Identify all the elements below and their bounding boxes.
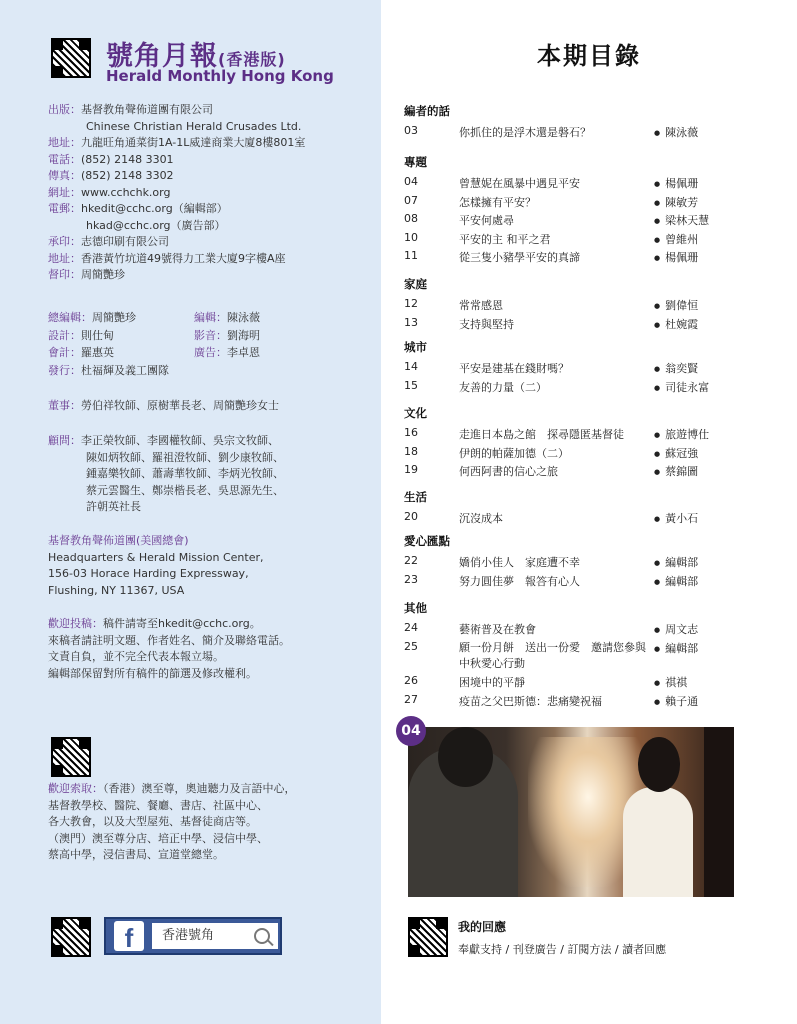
info-value: 志德印刷有限公司 <box>81 235 169 248</box>
toc-entry-title: 願一份月餅 送出一份愛 邀請您參與中秋愛心行動 <box>459 640 646 670</box>
toc-section-heading: 愛心匯點 <box>404 534 450 548</box>
info-row <box>48 218 305 235</box>
toc-entry[interactable] <box>404 316 784 332</box>
toc-page-number: 12 <box>404 297 418 310</box>
toc-entry-title: 伊朗的帕薩加德（二） <box>459 446 569 460</box>
hq-address <box>48 533 264 599</box>
toc-entry-title: 從三隻小豬學平安的真諦 <box>459 251 580 264</box>
submission-line: 文責自負，並不完全代表本報立場。 <box>48 650 224 663</box>
toc-entry[interactable] <box>404 379 784 395</box>
toc-page-number: 25 <box>404 639 418 653</box>
info-key: 督印： <box>48 268 81 281</box>
toc-entry-title: 嬌俏小佳人 家庭遭不幸 <box>459 556 580 569</box>
masthead-panel <box>0 0 381 1024</box>
staff-name: 杜福輝及義工團隊 <box>81 363 169 377</box>
toc-entry[interactable] <box>404 554 784 570</box>
info-row <box>48 234 305 251</box>
staff-name: 李卓恩 <box>227 346 260 359</box>
toc-entry-title: 平安的主 和平之君 <box>459 232 551 246</box>
facebook-icon: f <box>114 921 144 951</box>
info-row <box>48 135 305 152</box>
toc-page-number: 16 <box>404 426 418 439</box>
pickup-text: （香港）澳至尊，奧迪聽力及言語中心， <box>103 782 296 795</box>
toc-section-heading: 其他 <box>404 601 427 615</box>
toc-entry-author: ● 翁奕賢 <box>654 360 698 376</box>
pickup-key: 歡迎索取： <box>48 782 103 795</box>
info-value: 九龍旺角通菜街1A-1L威達商業大廈8樓801室 <box>81 136 306 149</box>
staff-row <box>48 327 260 345</box>
staff-row <box>48 344 260 362</box>
response-links <box>458 941 666 957</box>
staff-role: 設計： <box>48 328 81 342</box>
toc-entry-title: 友善的力量（二） <box>459 380 547 394</box>
toc-section-heading: 家庭 <box>404 277 427 291</box>
info-value: 基督教角聲佈道團有限公司 <box>81 103 213 116</box>
toc-entry-title: 藝術普及在教會 <box>459 623 536 636</box>
toc-page-number: 19 <box>404 463 418 476</box>
staff-row <box>48 309 260 327</box>
staff-cell <box>194 309 260 327</box>
info-row <box>48 267 305 284</box>
toc-entry[interactable] <box>404 445 784 461</box>
hq-title: 基督教角聲佈道團(美國總會) <box>48 534 189 547</box>
staff-name: 則仕甸 <box>81 328 114 342</box>
info-value: (852) 2148 3301 <box>81 152 174 166</box>
pickup-line <box>48 781 296 798</box>
staff-cell <box>48 362 194 380</box>
toc-entry[interactable] <box>404 463 784 479</box>
link-separator: / <box>611 943 623 956</box>
table-of-contents <box>381 0 797 1024</box>
board-line: 董事：勞伯祥牧師、原樹華長老、周簡艷珍女士 <box>48 399 279 412</box>
toc-entry-author: ● 祺祺 <box>654 674 687 690</box>
info-value: www.cchchk.org <box>81 185 171 199</box>
hq-line: 156-03 Horace Harding Expressway, <box>48 567 249 580</box>
advisor-line <box>48 483 284 500</box>
info-key: 地址： <box>48 136 81 149</box>
toc-entry[interactable] <box>404 175 784 191</box>
toc-page-number: 07 <box>404 193 418 207</box>
advisor-key: 顧問： <box>48 434 81 447</box>
toc-section-heading: 生活 <box>404 490 427 504</box>
info-key: 傳真： <box>48 169 81 182</box>
toc-entry-author: ● 梁林天慧 <box>654 212 709 228</box>
pickup-notice <box>48 781 296 864</box>
toc-section-heading: 專題 <box>404 155 427 169</box>
submission-line: 來稿者請註明文題、作者姓名、簡介及聯絡電話。 <box>48 633 290 647</box>
toc-entry-author: ● 周文志 <box>654 621 698 637</box>
toc-page-number: 13 <box>404 315 418 329</box>
info-value: hkad@cchc.org（廣告部） <box>86 218 226 232</box>
advisor-names: 李正榮牧師、李國權牧師、吳宗文牧師、 <box>81 434 279 447</box>
advisor-names: 陳如炳牧師、羅祖澄牧師、劉少康牧師、 <box>86 450 284 464</box>
link-separator: / <box>556 943 568 956</box>
publisher-info <box>48 102 305 284</box>
pickup-line: 蔡高中學，浸信書局、宣道堂總堂。 <box>48 848 224 861</box>
toc-entry[interactable] <box>404 510 784 526</box>
toc-title: 本期目錄 <box>537 41 641 70</box>
staff-row <box>48 362 260 380</box>
toc-entry-title: 平安是建基在錢財嗎？ <box>459 362 569 375</box>
staff-role: 影音： <box>194 328 227 342</box>
info-row <box>48 201 305 218</box>
submission-line <box>48 616 290 633</box>
toc-page-number: 15 <box>404 378 418 392</box>
toc-entry[interactable] <box>404 639 784 670</box>
toc-section-heading: 文化 <box>404 406 427 420</box>
response-link[interactable]: 刊登廣告 <box>512 943 557 956</box>
toc-section-heading: 城市 <box>404 340 427 354</box>
toc-page-number: 14 <box>404 360 418 373</box>
info-value: Chinese Christian Herald Crusades Ltd. <box>86 119 302 133</box>
toc-page-number: 20 <box>404 510 418 523</box>
info-row <box>48 168 305 185</box>
info-key: 地址： <box>48 251 81 265</box>
toc-entry-author: ● 黃小石 <box>654 510 698 526</box>
cover-photo <box>408 727 734 897</box>
pickup-line: 各大教會，以及大型屋苑、基督徒商店等。 <box>48 815 257 828</box>
toc-section-heading: 編者的話 <box>404 104 450 118</box>
toc-page-number: 26 <box>404 674 418 687</box>
toc-entry-author: ● 編輯部 <box>654 554 698 570</box>
info-key: 網址： <box>48 185 81 199</box>
staff-role: 總編輯： <box>48 311 92 324</box>
toc-entry[interactable] <box>404 231 784 247</box>
response-link[interactable]: 奉獻支持 <box>458 943 502 956</box>
toc-entry[interactable] <box>404 297 784 313</box>
toc-entry-title: 走進日本島之館 探尋隱匿基督徒 <box>459 428 624 441</box>
brand-title-en: Herald Monthly Hong Kong <box>106 67 334 85</box>
hq-line: Headquarters & Herald Mission Center, <box>48 550 264 564</box>
info-row <box>48 102 305 119</box>
advisor-line <box>48 499 284 516</box>
toc-page-number: 27 <box>404 692 418 706</box>
toc-entry-author: ● 編輯部 <box>654 640 698 656</box>
toc-entry[interactable] <box>404 693 784 709</box>
toc-entry[interactable] <box>404 426 784 442</box>
toc-entry[interactable] <box>404 194 784 210</box>
advisor-line <box>48 433 284 450</box>
submission-notice <box>48 616 290 682</box>
info-value: (852) 2148 3302 <box>81 169 174 182</box>
toc-entry-title: 支持與堅持 <box>459 317 514 331</box>
staff-name: 劉海明 <box>227 328 260 342</box>
submission-key: 歡迎投稿： <box>48 617 103 630</box>
toc-page-number: 03 <box>404 124 418 137</box>
response-title: 我的回應 <box>458 920 507 934</box>
staff-cell <box>48 309 194 327</box>
toc-entry[interactable] <box>404 674 784 690</box>
toc-entry[interactable] <box>404 212 784 228</box>
advisor-line <box>48 466 284 483</box>
toc-entry-author: ● 曾維州 <box>654 231 698 247</box>
search-icon <box>254 928 270 944</box>
qr-code-icon[interactable] <box>51 38 91 78</box>
toc-entry-title: 困境中的平靜 <box>459 676 525 689</box>
toc-entry-author: ● 楊佩珊 <box>654 175 698 191</box>
toc-entry-author: ● 劉偉恒 <box>654 297 698 313</box>
pickup-line: 基督教學校、醫院、餐廳、書店、社區中心、 <box>48 798 268 812</box>
brand-title: 號角月報(香港版) <box>106 41 286 72</box>
link-separator: / <box>502 943 513 956</box>
toc-page-number: 04 <box>404 175 418 188</box>
toc-entry-title: 怎樣擁有平安？ <box>459 195 536 209</box>
response-link[interactable]: 讀者回應 <box>622 943 667 956</box>
toc-page-number: 10 <box>404 230 418 244</box>
info-key: 電話： <box>48 152 81 166</box>
hq-line: Flushing, NY 11367, USA <box>48 583 185 597</box>
toc-entry-author: ● 賴子通 <box>654 693 698 709</box>
qr-code-icon[interactable] <box>51 917 91 957</box>
submission-line: 編輯部保留對所有稿件的篩選及修改權利。 <box>48 666 257 680</box>
advisor-names: 蔡元雲醫生、鄭崇楷長老、吳思源先生、 <box>86 483 284 497</box>
info-row <box>48 152 305 169</box>
qr-code-icon[interactable] <box>408 917 448 957</box>
toc-entry[interactable] <box>404 573 784 589</box>
staff-list <box>48 309 260 379</box>
qr-code-icon[interactable] <box>51 737 91 777</box>
toc-entry-author: ● 陳敏芳 <box>654 194 698 210</box>
toc-entry[interactable] <box>404 360 784 376</box>
info-key: 出版： <box>48 103 81 116</box>
response-link[interactable]: 訂閱方法 <box>567 943 612 956</box>
toc-entry-author: ● 司徒永富 <box>654 379 709 395</box>
staff-name: 羅惠英 <box>81 346 114 359</box>
staff-name: 周簡艷珍 <box>92 311 136 324</box>
staff-role: 廣告： <box>194 346 227 359</box>
advisor-line <box>48 450 284 467</box>
toc-entry[interactable] <box>404 621 784 637</box>
toc-entry-title: 平安何處尋 <box>459 214 514 227</box>
toc-entry-author: ● 旅遊博仕 <box>654 426 709 442</box>
info-row <box>48 119 305 136</box>
toc-page-number: 23 <box>404 572 418 586</box>
facebook-search-banner[interactable] <box>104 917 282 955</box>
toc-entry-author: ● 楊佩珊 <box>654 249 698 265</box>
toc-entry-title: 常常感恩 <box>459 299 503 312</box>
advisor-names: 鍾嘉樂牧師、蕭壽華牧師、李炳光牧師、 <box>86 467 284 480</box>
staff-cell <box>194 327 260 345</box>
pickup-line: （澳門）澳至尊分店、培正中學、浸信中學、 <box>48 831 268 845</box>
toc-page-number: 24 <box>404 621 418 634</box>
info-value: hkedit@cchc.org（編輯部） <box>81 202 228 215</box>
info-value: 香港黃竹坑道49號得力工業大廈9字樓A座 <box>81 251 286 265</box>
toc-page-number: 18 <box>404 444 418 458</box>
advisor-names: 許朝英社長 <box>86 500 141 513</box>
toc-page-number: 22 <box>404 554 418 567</box>
toc-entry-title: 你抓住的是浮木還是磐石？ <box>459 126 591 139</box>
staff-role: 發行： <box>48 363 81 377</box>
staff-cell <box>48 327 194 345</box>
toc-entry-author: ● 杜婉霞 <box>654 316 698 332</box>
page-badge: 04 <box>396 716 426 746</box>
toc-entry-author: ● 陳泳薇 <box>654 124 698 140</box>
toc-entry-title: 沉沒成本 <box>459 512 503 525</box>
info-key: 電郵： <box>48 202 81 215</box>
staff-cell <box>194 344 260 362</box>
info-key: 承印： <box>48 235 81 248</box>
toc-entry-author: ● 蘇冠強 <box>654 445 698 461</box>
facebook-search-box[interactable]: 香港號角 <box>152 923 278 949</box>
toc-entry-title: 何西阿書的信心之旅 <box>459 465 558 478</box>
toc-page-number: 08 <box>404 212 418 225</box>
info-row <box>48 185 305 202</box>
info-row <box>48 251 305 268</box>
info-value: 周簡艷珍 <box>81 268 125 281</box>
toc-entry-author: ● 編輯部 <box>654 573 698 589</box>
toc-entry-title: 疫苗之父巴斯德：悲痛變祝福 <box>459 694 602 708</box>
toc-entry-title: 曾慧妮在風暴中遇見平安 <box>459 177 580 190</box>
advisors <box>48 433 284 516</box>
staff-role: 會計： <box>48 346 81 359</box>
toc-entry[interactable] <box>404 124 784 140</box>
submission-text: 稿件請寄至hkedit@cchc.org。 <box>103 617 261 630</box>
staff-name: 陳泳薇 <box>227 311 260 324</box>
toc-page-number: 11 <box>404 249 418 262</box>
staff-role: 編輯： <box>194 311 227 324</box>
toc-entry-author: ● 蔡錦圖 <box>654 463 698 479</box>
toc-entry[interactable] <box>404 249 784 265</box>
staff-cell <box>48 344 194 362</box>
toc-entry-title: 努力圓佳夢 報答有心人 <box>459 574 580 588</box>
